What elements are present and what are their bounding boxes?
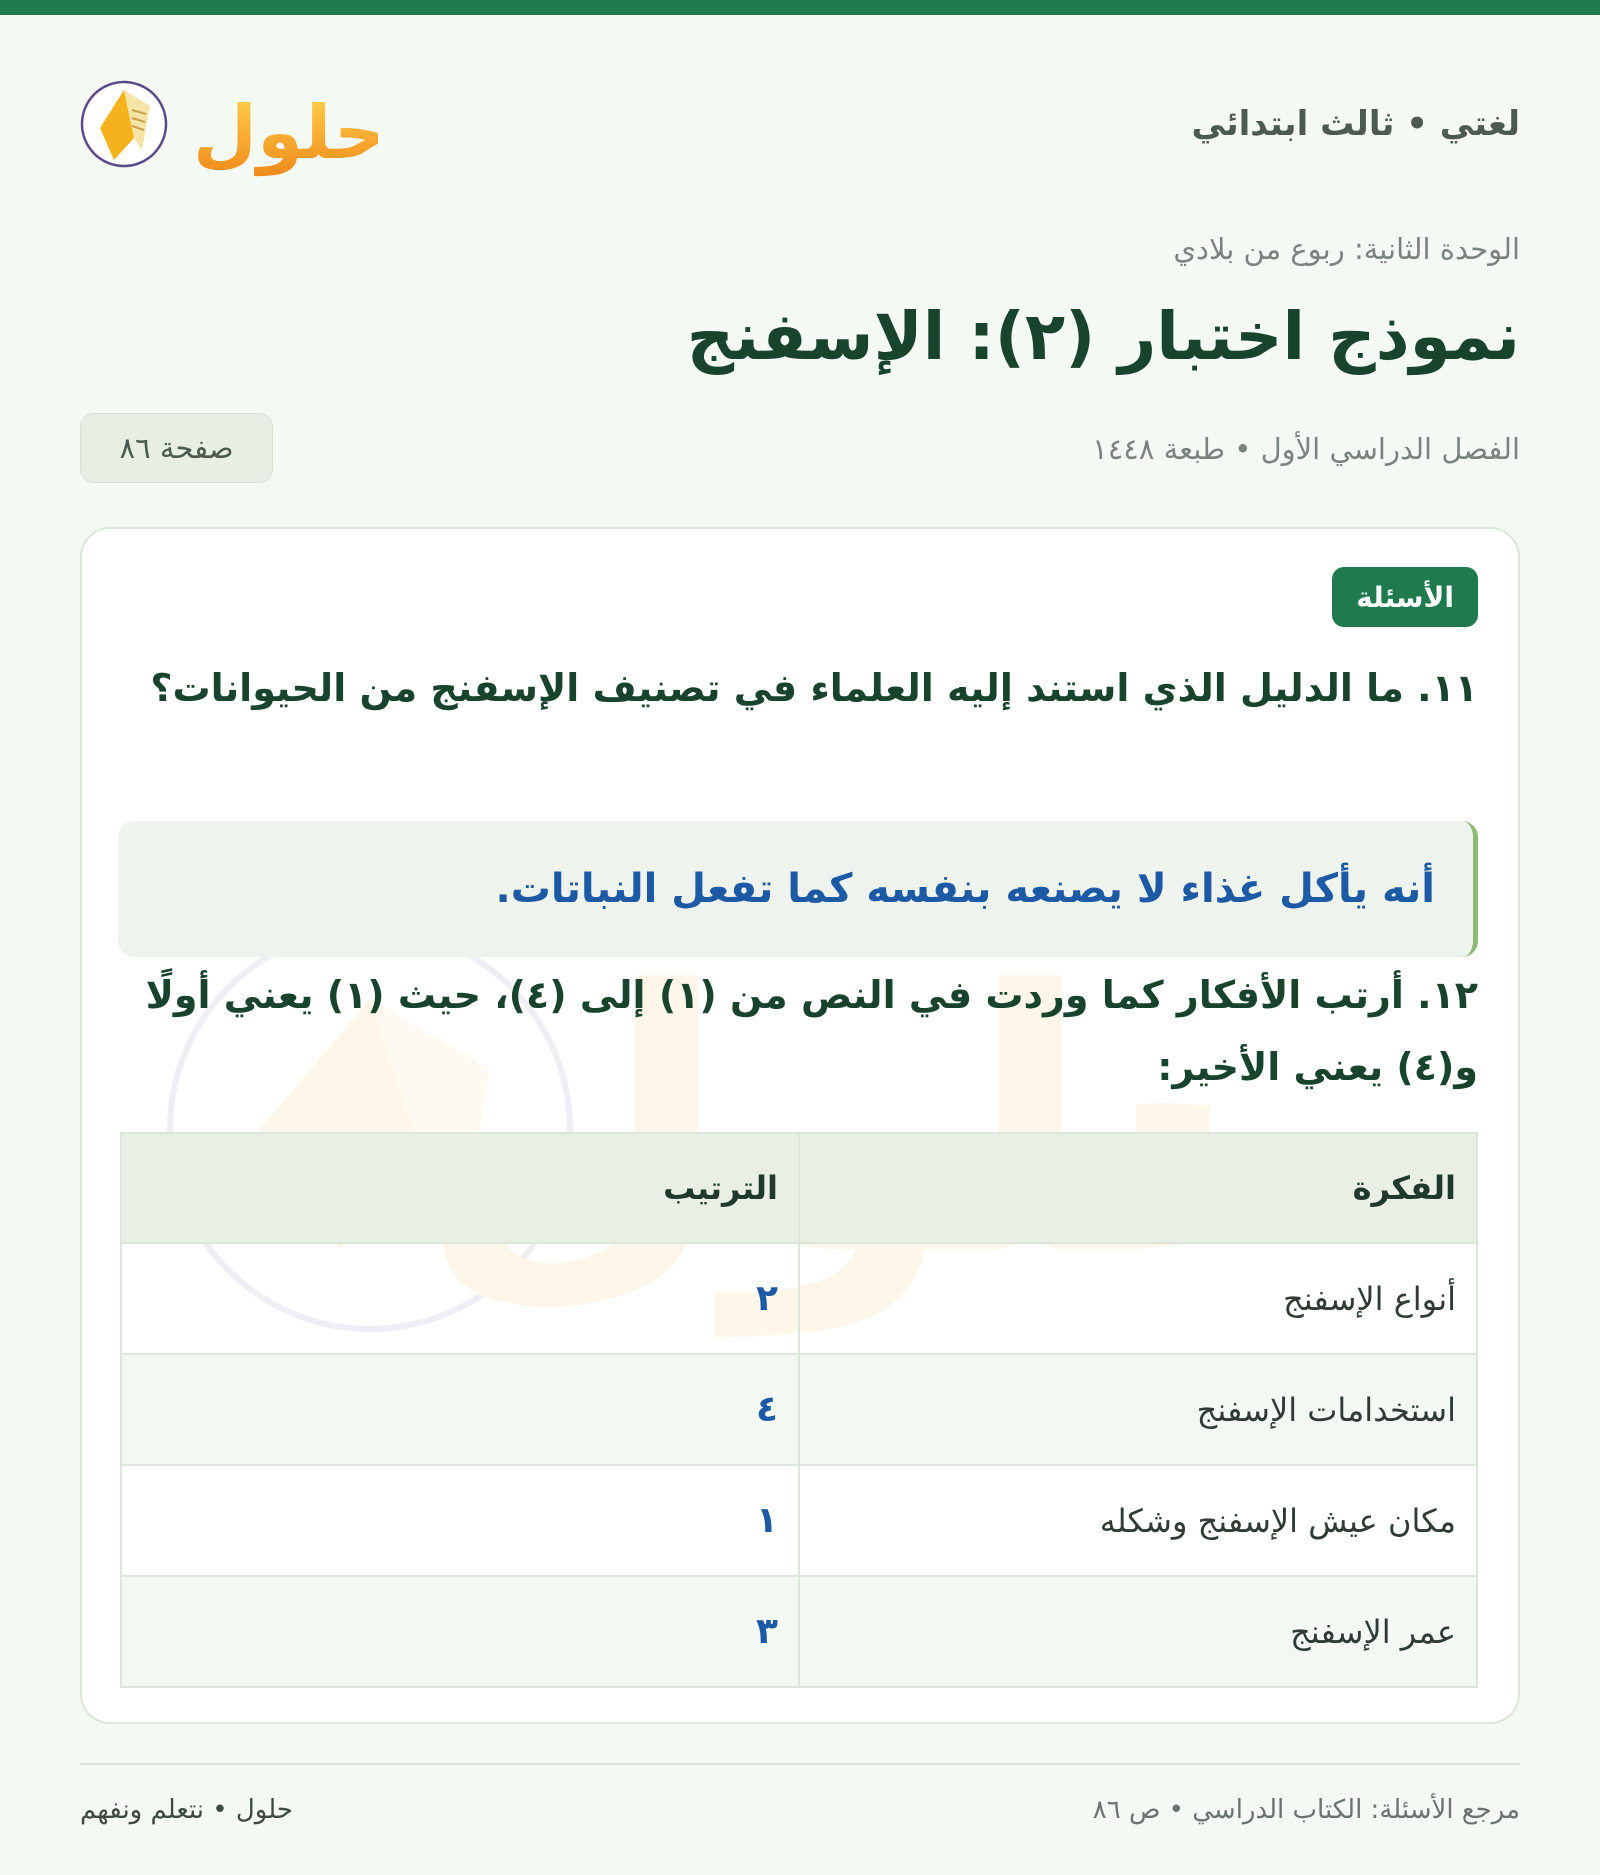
table-row [121, 1354, 1477, 1465]
rank-cell: ١ [121, 1465, 799, 1576]
table-row [121, 1576, 1477, 1687]
footer-tagline: حلول • نتعلم ونفهم [80, 1795, 293, 1825]
question-12-text: ١٢. أرتب الأفكار كما وردت في النص من (١) إلى (٤)، حيث (١) يعني أولًا و(٤) يعني الأخير: [145, 973, 1478, 1089]
rank-cell: ٣ [121, 1576, 799, 1687]
table-row [121, 1465, 1477, 1576]
top-accent-bar [0, 0, 1600, 15]
page-title: نموذج اختبار (٢): الإسفنج [686, 298, 1520, 375]
table-header-row [121, 1133, 1477, 1243]
question-11-answer: أنه يأكل غذاء لا يصنعه بنفسه كما تفعل النباتات. [118, 821, 1478, 957]
footer-reference: مرجع الأسئلة: الكتاب الدراسي • ص ٨٦ [1092, 1795, 1520, 1825]
brand-logo[interactable] [78, 60, 378, 180]
questions-badge: الأسئلة [1332, 567, 1478, 627]
page-number-chip[interactable]: صفحة ٨٦ [80, 413, 273, 483]
subject-grade-title: لغتي • ثالث ابتدائي [1191, 104, 1520, 144]
idea-cell: أنواع الإسفنج [799, 1243, 1477, 1354]
term-edition-label: الفصل الدراسي الأول • طبعة ١٤٤٨ [1092, 432, 1520, 466]
questions-card [80, 527, 1520, 1724]
idea-cell: عمر الإسفنج [799, 1576, 1477, 1687]
footer-divider [80, 1763, 1520, 1765]
unit-label: الوحدة الثانية: ربوع من بلادي [1173, 232, 1520, 266]
column-header-idea: الفكرة [799, 1133, 1477, 1243]
table-row [121, 1243, 1477, 1354]
rank-cell: ٢ [121, 1243, 799, 1354]
question-11-text: ١١. ما الدليل الذي استند إليه العلماء في تصنيف الإسفنج من الحيوانات؟ [150, 666, 1478, 710]
brand-name: حلول [192, 90, 378, 176]
column-header-rank: الترتيب [121, 1133, 799, 1243]
ideas-order-table [120, 1132, 1478, 1688]
rank-cell: ٤ [121, 1354, 799, 1465]
idea-cell: استخدامات الإسفنج [799, 1354, 1477, 1465]
svg-text:حلول: لول [417, 915, 1103, 1334]
book-in-circle-icon [82, 82, 166, 166]
idea-cell: مكان عيش الإسفنج وشكله [799, 1465, 1477, 1576]
